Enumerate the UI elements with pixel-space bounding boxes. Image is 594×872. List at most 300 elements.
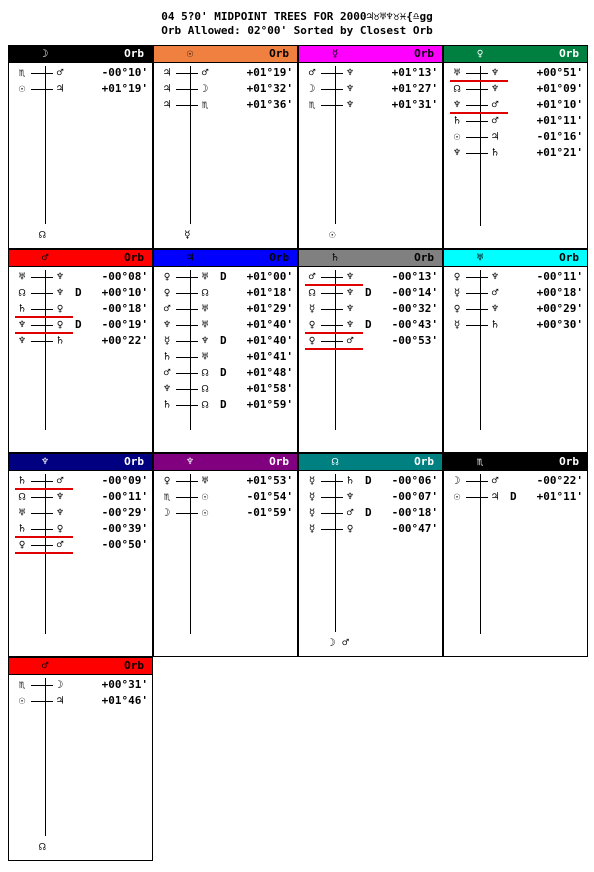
orb-value: +01°59' [246, 398, 293, 411]
planet-a-glyph: ☿ [308, 490, 316, 503]
midpoint-row [299, 505, 444, 521]
orb-value: +01°48' [246, 366, 293, 379]
midpoint-branch-line [31, 89, 53, 90]
orb-label: Orb [269, 251, 289, 264]
midpoint-tree-cell [443, 249, 588, 453]
midpoint-row [9, 269, 154, 285]
midpoint-row [154, 489, 299, 505]
midpoint-branch-line [321, 89, 343, 90]
focal-planet-glyph: ♆ [41, 455, 49, 468]
orb-value: -00°11' [536, 270, 583, 283]
planet-a-glyph: ♏ [308, 98, 316, 111]
direct-marker: D [220, 398, 227, 411]
midpoint-row [9, 81, 154, 97]
midpoint-row [9, 505, 154, 521]
planet-a-glyph: ☿ [308, 302, 316, 315]
midpoint-row [444, 97, 589, 113]
planet-a-glyph: ♆ [18, 334, 26, 347]
cell-header [9, 46, 152, 63]
midpoint-row [9, 65, 154, 81]
midpoint-row [299, 521, 444, 537]
midpoint-row [9, 317, 154, 333]
midpoint-row [444, 269, 589, 285]
planet-a-glyph: ♏ [163, 490, 171, 503]
planet-a-glyph: ☽ [453, 474, 461, 487]
planet-a-glyph: ♀ [163, 286, 171, 299]
midpoint-tree-cell [8, 453, 153, 657]
orb-label: Orb [414, 47, 434, 60]
planet-b-glyph: ♂ [56, 538, 64, 551]
orb-label: Orb [124, 251, 144, 264]
orb-value: +01°40' [246, 334, 293, 347]
planet-a-glyph: ♂ [163, 366, 171, 379]
midpoint-row [154, 365, 299, 381]
orb-value: +01°36' [246, 98, 293, 111]
midpoint-branch-line [321, 325, 343, 326]
planet-b-glyph: ♀ [346, 522, 354, 535]
focal-planet-glyph: ♏ [476, 455, 484, 468]
midpoint-row [299, 301, 444, 317]
midpoint-row [154, 285, 299, 301]
midpoint-branch-line [466, 153, 488, 154]
red-underline-mark [15, 316, 73, 318]
cell-header [154, 46, 297, 63]
midpoint-row [444, 301, 589, 317]
planet-a-glyph: ♃ [163, 66, 171, 79]
tree-root-glyph: ☽ ♂ [329, 636, 349, 649]
planet-a-glyph: ♀ [308, 334, 316, 347]
planet-b-glyph: ♏ [201, 98, 209, 111]
midpoint-row [9, 521, 154, 537]
planet-b-glyph: ☽ [56, 678, 64, 691]
planet-a-glyph: ♅ [18, 506, 26, 519]
orb-value: +01°29' [246, 302, 293, 315]
focal-planet-glyph: ☉ [186, 47, 194, 60]
cell-header [299, 46, 442, 63]
midpoint-tree-cell [153, 45, 298, 249]
midpoint-branch-line [466, 497, 488, 498]
midpoint-tree-cell [298, 453, 443, 657]
midpoint-branch-line [176, 357, 198, 358]
midpoint-branch-line [321, 105, 343, 106]
planet-a-glyph: ♂ [308, 66, 316, 79]
orb-value: +00°31' [101, 678, 148, 691]
red-underline-mark [15, 332, 73, 334]
orb-label: Orb [124, 659, 144, 672]
midpoint-branch-line [31, 277, 53, 278]
planet-a-glyph: ☉ [18, 82, 26, 95]
midpoint-branch-line [321, 513, 343, 514]
cell-header [9, 454, 152, 471]
direct-marker: D [220, 270, 227, 283]
midpoint-row [154, 97, 299, 113]
midpoint-row [9, 333, 154, 349]
planet-a-glyph: ☽ [308, 82, 316, 95]
midpoint-branch-line [466, 105, 488, 106]
orb-value: -00°08' [101, 270, 148, 283]
planet-b-glyph: ♀ [56, 522, 64, 535]
planet-a-glyph: ♅ [18, 270, 26, 283]
orb-value: -00°14' [391, 286, 438, 299]
planet-b-glyph: ♄ [491, 318, 499, 331]
planet-a-glyph: ♄ [18, 474, 26, 487]
midpoint-branch-line [31, 685, 53, 686]
midpoint-tree-cell [153, 453, 298, 657]
cell-header [154, 250, 297, 267]
orb-value: -01°54' [246, 490, 293, 503]
midpoint-row [299, 285, 444, 301]
midpoint-row [299, 97, 444, 113]
midpoint-branch-line [176, 325, 198, 326]
orb-value: -01°16' [536, 130, 583, 143]
orb-value: -00°09' [101, 474, 148, 487]
focal-planet-glyph: ♄ [331, 251, 339, 264]
planet-a-glyph: ♄ [163, 398, 171, 411]
midpoint-branch-line [321, 309, 343, 310]
midpoint-row [299, 317, 444, 333]
midpoint-branch-line [176, 309, 198, 310]
planet-a-glyph: ♅ [453, 66, 461, 79]
midpoint-branch-line [31, 309, 53, 310]
cell-header [9, 658, 152, 675]
orb-value: +01°13' [391, 66, 438, 79]
planet-a-glyph: ☽ [163, 506, 171, 519]
planet-b-glyph: ♄ [346, 474, 354, 487]
midpoint-branch-line [31, 513, 53, 514]
planet-b-glyph: ♂ [346, 334, 354, 347]
planet-a-glyph: ♃ [163, 82, 171, 95]
tree-root-glyph: ☊ [39, 228, 46, 241]
direct-marker: D [510, 490, 517, 503]
midpoint-branch-line [176, 513, 198, 514]
midpoint-tree-cell [443, 45, 588, 249]
orb-value: -00°47' [391, 522, 438, 535]
midpoint-tree-cell [8, 249, 153, 453]
midpoint-row [154, 349, 299, 365]
planet-b-glyph: ♆ [346, 270, 354, 283]
planet-b-glyph: ☽ [201, 82, 209, 95]
midpoint-tree-cell [298, 45, 443, 249]
midpoint-row [154, 397, 299, 413]
red-underline-mark [305, 284, 363, 286]
focal-planet-glyph: ♅ [476, 251, 484, 264]
midpoint-branch-line [31, 545, 53, 546]
orb-value: -00°19' [101, 318, 148, 331]
midpoint-branch-line [466, 73, 488, 74]
planet-b-glyph: ♃ [491, 130, 499, 143]
orb-label: Orb [269, 455, 289, 468]
planet-a-glyph: ♏ [18, 66, 26, 79]
orb-value: +01°53' [246, 474, 293, 487]
planet-a-glyph: ☊ [308, 286, 316, 299]
planet-a-glyph: ♀ [453, 302, 461, 315]
midpoint-branch-line [31, 497, 53, 498]
planet-a-glyph: ♏ [18, 678, 26, 691]
orb-label: Orb [559, 47, 579, 60]
planet-b-glyph: ♂ [201, 66, 209, 79]
focal-planet-glyph: ♂ [41, 659, 49, 672]
planet-b-glyph: ☉ [201, 506, 209, 519]
midpoint-tree-cell [8, 657, 153, 861]
planet-a-glyph: ♀ [18, 538, 26, 551]
orb-value: +01°19' [246, 66, 293, 79]
orb-label: Orb [559, 251, 579, 264]
midpoint-branch-line [176, 497, 198, 498]
midpoint-branch-line [321, 481, 343, 482]
planet-b-glyph: ♆ [56, 490, 64, 503]
planet-a-glyph: ♀ [163, 474, 171, 487]
focal-planet-glyph: ☽ [41, 47, 49, 60]
planet-a-glyph: ☉ [18, 694, 26, 707]
orb-value: +01°27' [391, 82, 438, 95]
planet-b-glyph: ♆ [56, 506, 64, 519]
midpoint-row [154, 301, 299, 317]
red-underline-mark [305, 348, 363, 350]
midpoint-row [154, 333, 299, 349]
midpoint-branch-line [31, 481, 53, 482]
planet-a-glyph: ☉ [453, 130, 461, 143]
planet-b-glyph: ♂ [491, 286, 499, 299]
planet-b-glyph: ♆ [346, 66, 354, 79]
direct-marker: D [365, 318, 372, 331]
midpoint-branch-line [176, 373, 198, 374]
midpoint-row [444, 317, 589, 333]
planet-b-glyph: ♆ [201, 334, 209, 347]
planet-b-glyph: ♅ [201, 302, 209, 315]
midpoint-row [299, 81, 444, 97]
planet-b-glyph: ♂ [56, 474, 64, 487]
orb-value: -00°11' [101, 490, 148, 503]
midpoint-branch-line [321, 497, 343, 498]
planet-b-glyph: ☊ [201, 398, 209, 411]
planet-b-glyph: ☊ [201, 286, 209, 299]
direct-marker: D [220, 366, 227, 379]
page-subtitle: Orb Allowed: 02°00' Sorted by Closest Orb [161, 24, 433, 37]
planet-a-glyph: ♀ [308, 318, 316, 331]
orb-value: +01°58' [246, 382, 293, 395]
orb-label: Orb [124, 455, 144, 468]
midpoint-branch-line [176, 89, 198, 90]
planet-b-glyph: ♀ [56, 318, 64, 331]
planet-b-glyph: ♆ [491, 66, 499, 79]
planet-a-glyph: ♀ [163, 270, 171, 283]
orb-value: -00°39' [101, 522, 148, 535]
midpoint-row [444, 81, 589, 97]
midpoint-row [9, 489, 154, 505]
midpoint-branch-line [321, 277, 343, 278]
midpoint-branch-line [466, 277, 488, 278]
planet-a-glyph: ☊ [453, 82, 461, 95]
midpoint-row [9, 285, 154, 301]
midpoint-branch-line [176, 389, 198, 390]
planet-a-glyph: ♄ [163, 350, 171, 363]
orb-value: -00°07' [391, 490, 438, 503]
planet-b-glyph: ♅ [201, 350, 209, 363]
planet-a-glyph: ☊ [18, 286, 26, 299]
focal-planet-glyph: ☿ [331, 47, 339, 60]
midpoint-branch-line [176, 481, 198, 482]
planet-b-glyph: ♆ [491, 302, 499, 315]
orb-value: -00°13' [391, 270, 438, 283]
cell-header [299, 454, 442, 471]
cell-header [154, 454, 297, 471]
orb-label: Orb [414, 455, 434, 468]
midpoint-row [299, 269, 444, 285]
orb-value: +00°10' [101, 286, 148, 299]
orb-value: -00°06' [391, 474, 438, 487]
orb-value: +01°31' [391, 98, 438, 111]
midpoint-tree-cell [443, 453, 588, 657]
planet-a-glyph: ♀ [453, 270, 461, 283]
page-title: 04 5?0' MIDPOINT TREES FOR 2000♃♉♅♆♉♓{♎gg [161, 10, 433, 23]
midpoint-branch-line [466, 325, 488, 326]
cell-header [9, 250, 152, 267]
planet-b-glyph: ♆ [491, 270, 499, 283]
planet-a-glyph: ☿ [453, 286, 461, 299]
midpoint-branch-line [321, 73, 343, 74]
midpoint-row [9, 677, 154, 693]
cell-header [444, 454, 587, 471]
orb-value: +01°09' [536, 82, 583, 95]
planet-a-glyph: ☿ [308, 474, 316, 487]
red-underline-mark [15, 536, 73, 538]
midpoint-branch-line [176, 105, 198, 106]
midpoint-row [154, 65, 299, 81]
orb-value: -00°50' [101, 538, 148, 551]
orb-value: +01°18' [246, 286, 293, 299]
orb-value: +01°41' [246, 350, 293, 363]
orb-value: -00°18' [101, 302, 148, 315]
red-underline-mark [450, 80, 508, 82]
midpoint-branch-line [31, 341, 53, 342]
planet-b-glyph: ♄ [56, 334, 64, 347]
orb-value: +00°29' [536, 302, 583, 315]
orb-value: -00°53' [391, 334, 438, 347]
midpoint-branch-line [31, 701, 53, 702]
midpoint-row [154, 381, 299, 397]
tree-root-glyph: ☿ [184, 228, 191, 241]
orb-value: -00°43' [391, 318, 438, 331]
direct-marker: D [365, 506, 372, 519]
orb-value: -00°29' [101, 506, 148, 519]
orb-value: +01°10' [536, 98, 583, 111]
focal-planet-glyph: ☊ [331, 455, 339, 468]
orb-value: -01°59' [246, 506, 293, 519]
midpoint-row [444, 129, 589, 145]
midpoint-row [154, 473, 299, 489]
midpoint-row [299, 65, 444, 81]
planet-a-glyph: ♄ [18, 522, 26, 535]
orb-value: +01°00' [246, 270, 293, 283]
planet-a-glyph: ♆ [163, 382, 171, 395]
planet-a-glyph: ♄ [453, 114, 461, 127]
orb-value: +01°40' [246, 318, 293, 331]
midpoint-branch-line [176, 293, 198, 294]
planet-a-glyph: ♄ [18, 302, 26, 315]
orb-value: +01°19' [101, 82, 148, 95]
orb-label: Orb [269, 47, 289, 60]
midpoint-row [444, 113, 589, 129]
planet-a-glyph: ☊ [18, 490, 26, 503]
planet-b-glyph: ♆ [346, 490, 354, 503]
midpoint-tree-cell [298, 249, 443, 453]
planet-a-glyph: ☉ [453, 490, 461, 503]
planet-a-glyph: ♆ [163, 318, 171, 331]
midpoint-branch-line [31, 73, 53, 74]
planet-b-glyph: ♆ [346, 98, 354, 111]
planet-b-glyph: ♃ [491, 490, 499, 503]
planet-b-glyph: ♃ [56, 694, 64, 707]
planet-b-glyph: ♅ [201, 270, 209, 283]
orb-value: -00°32' [391, 302, 438, 315]
midpoint-branch-line [466, 121, 488, 122]
red-underline-mark [450, 112, 508, 114]
planet-b-glyph: ☉ [201, 490, 209, 503]
midpoint-row [444, 285, 589, 301]
midpoint-row [444, 65, 589, 81]
orb-value: +00°30' [536, 318, 583, 331]
planet-a-glyph: ♆ [18, 318, 26, 331]
focal-planet-glyph: ♆ [186, 455, 194, 468]
planet-b-glyph: ♆ [346, 286, 354, 299]
orb-value: -00°22' [536, 474, 583, 487]
midpoint-branch-line [466, 89, 488, 90]
planet-a-glyph: ☿ [308, 506, 316, 519]
midpoint-branch-line [466, 309, 488, 310]
direct-marker: D [365, 286, 372, 299]
direct-marker: D [220, 334, 227, 347]
midpoint-branch-line [176, 341, 198, 342]
cell-header [444, 46, 587, 63]
midpoint-row [154, 505, 299, 521]
midpoint-row [154, 317, 299, 333]
planet-a-glyph: ♆ [453, 98, 461, 111]
focal-planet-glyph: ♃ [186, 251, 194, 264]
midpoint-tree-cell [8, 45, 153, 249]
red-underline-mark [305, 332, 363, 334]
planet-b-glyph: ♂ [491, 98, 499, 111]
tree-root-glyph: ☊ [39, 840, 46, 853]
midpoint-row [9, 301, 154, 317]
planet-a-glyph: ♆ [453, 146, 461, 159]
tree-root-glyph: ☉ [329, 228, 336, 241]
midpoint-row [154, 269, 299, 285]
planet-b-glyph: ☊ [201, 382, 209, 395]
direct-marker: D [365, 474, 372, 487]
planet-b-glyph: ♂ [346, 506, 354, 519]
orb-value: +01°46' [101, 694, 148, 707]
orb-label: Orb [559, 455, 579, 468]
midpoint-row [444, 145, 589, 161]
orb-value: -00°18' [391, 506, 438, 519]
orb-value: +01°32' [246, 82, 293, 95]
midpoint-row [299, 333, 444, 349]
midpoint-branch-line [321, 529, 343, 530]
midpoint-branch-line [466, 293, 488, 294]
midpoint-row [154, 81, 299, 97]
planet-b-glyph: ♆ [346, 318, 354, 331]
midpoint-tree-cell [153, 249, 298, 453]
midpoint-row [444, 489, 589, 505]
orb-value: +00°22' [101, 334, 148, 347]
planet-a-glyph: ☿ [163, 334, 171, 347]
midpoint-row [9, 473, 154, 489]
planet-a-glyph: ♂ [308, 270, 316, 283]
focal-planet-glyph: ♂ [41, 251, 49, 264]
direct-marker: D [75, 318, 82, 331]
planet-b-glyph: ♆ [56, 286, 64, 299]
cell-header [299, 250, 442, 267]
